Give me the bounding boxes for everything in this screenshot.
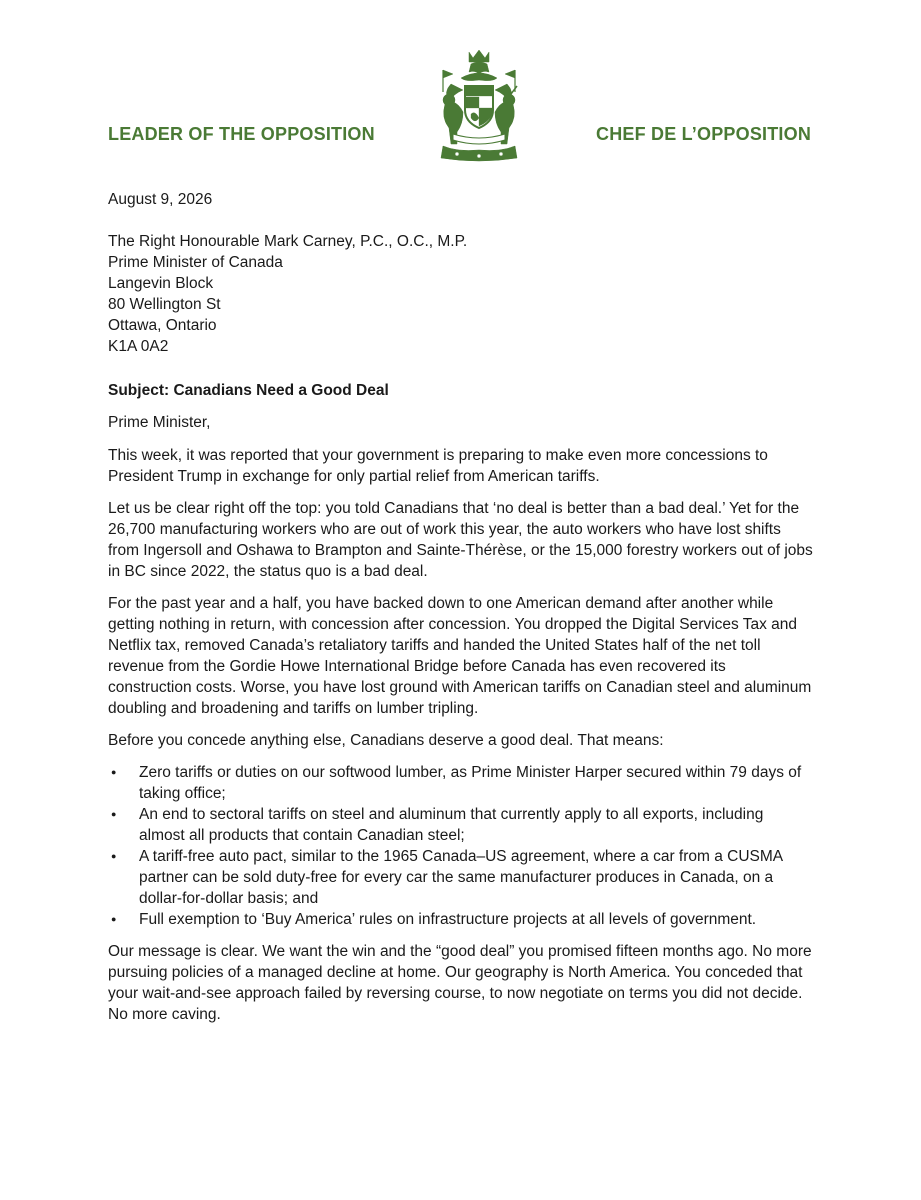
demands-list [108, 762, 813, 930]
paragraph: Let us be clear right off the top: you told Canadians that ‘no deal is better than a bad deal.’ Yet for the 26,700 manufacturing workers who are out of work this year, the auto workers who have lost shifts from Ingersoll and Oshawa to Brampton and Sainte-Thérèse, or the 15,000 forestry workers out of jobs in BC since 2022, the status quo is a bad deal. [108, 500, 813, 580]
subject-line: Subject: Canadians Need a Good Deal [108, 382, 389, 399]
address-line: 80 Wellington St [108, 296, 221, 313]
letterhead-title-french: CHEF DE L’OPPOSITION [596, 124, 812, 144]
closing-paragraph: Our message is clear. We want the win and the “good deal” you promised fifteen months ago. No more pursuing policies of a managed decline at home. Our geography is North America. You conceded that your wait-and-see approach failed by reversing course, to now negotiate on terms you did not decide. No more caving. [108, 943, 812, 1023]
salutation: Prime Minister, [108, 414, 211, 431]
list-item: ● Zero tariffs or duties on our softwood lumber, as Prime Minister Harper secured within 79 days of taking office; [139, 762, 813, 804]
address-line: K1A 0A2 [108, 338, 169, 355]
letter-date: August 9, 2026 [108, 191, 213, 208]
coat-of-arms-icon [437, 48, 521, 164]
recipient-address [108, 231, 813, 357]
letter-body [108, 189, 813, 1036]
list-item: ● A tariff-free auto pact, similar to the 1965 Canada–US agreement, where a car from a CUSMA partner can be sold duty-free for every car the same manufacturer produces in Canada, on a dollar-for-dollar basis; and [139, 846, 813, 909]
letterhead-title-english: LEADER OF THE OPPOSITION [108, 124, 375, 144]
paragraph: For the past year and a half, you have backed down to one American demand after another while getting nothing in return, with concession after concession. You dropped the Digital Services Tax and Netflix tax, removed Canada’s retaliatory tariffs and handed the United States half of the net toll revenue from the Gordie Howe International Bridge before Canada has even recovered its construction costs. Worse, you have lost ground with American tariffs on Canadian steel and aluminum doubling and broadening and tariffs on lumber tripling. [108, 595, 812, 717]
address-line: Prime Minister of Canada [108, 254, 283, 271]
list-item: ● Full exemption to ‘Buy America’ rules on infrastructure projects at all levels of government. [139, 909, 813, 930]
address-line: The Right Honourable Mark Carney, P.C., O.C., M.P. [108, 233, 468, 250]
list-item: ● An end to sectoral tariffs on steel and aluminum that currently apply to all exports, including almost all products that contain Canadian steel; [139, 804, 813, 846]
letterhead [0, 0, 921, 180]
paragraph: Before you concede anything else, Canadians deserve a good deal. That means: [108, 732, 664, 749]
address-line: Ottawa, Ontario [108, 317, 217, 334]
address-line: Langevin Block [108, 275, 214, 292]
paragraph: This week, it was reported that your government is preparing to make even more concessions to President Trump in exchange for only partial relief from American tariffs. [108, 447, 768, 485]
